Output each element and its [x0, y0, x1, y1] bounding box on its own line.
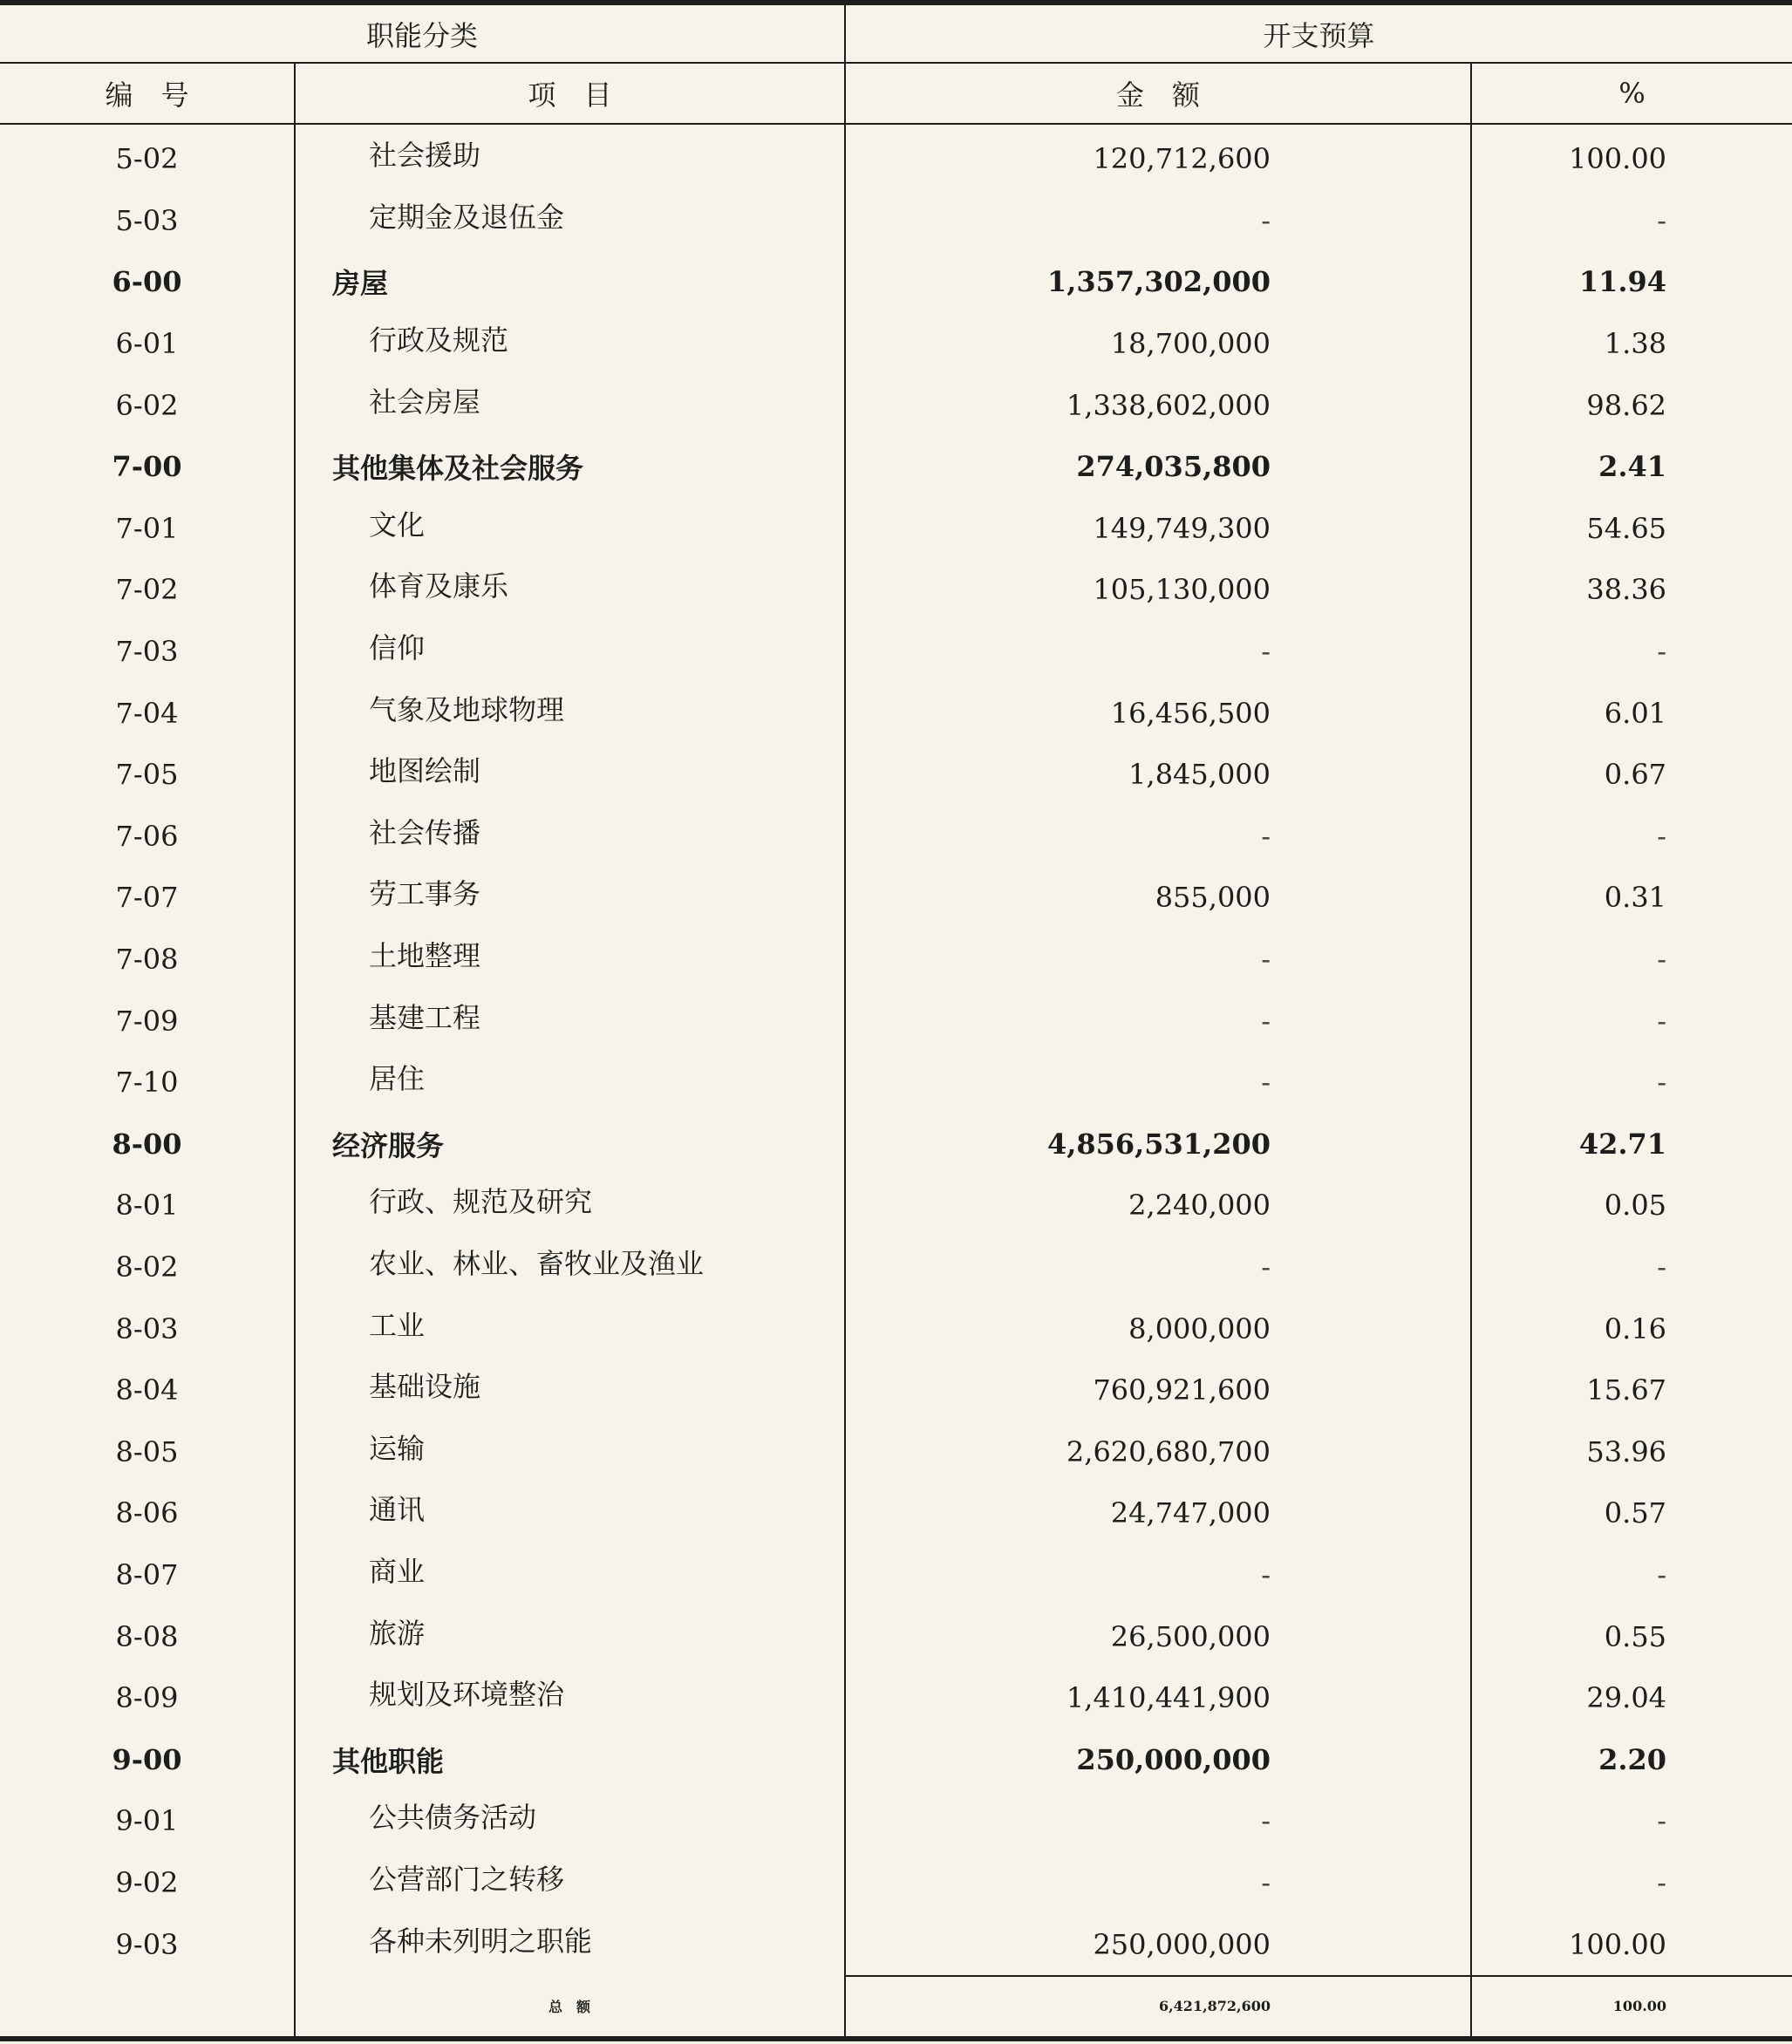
item-label: 土地整理 — [369, 939, 481, 973]
amount-cell: 8,000,000 — [845, 1298, 1471, 1359]
total-row — [0, 1976, 1792, 2039]
percent-cell: 0.57 — [1471, 1482, 1792, 1544]
table-row — [0, 1482, 1792, 1544]
table-row — [0, 124, 1792, 190]
item-cell — [295, 1913, 845, 1976]
code-cell: 6-01 — [115, 327, 179, 361]
table-row — [0, 1175, 1792, 1237]
item-cell — [295, 1667, 845, 1729]
amount-cell: - — [845, 990, 1471, 1052]
code-cell: 7-05 — [115, 758, 179, 792]
total-amount: 6,421,872,600 — [845, 1976, 1471, 2039]
amount-cell: - — [845, 1852, 1471, 1914]
percent-cell: 6.01 — [1471, 682, 1792, 744]
code-cell: 6-02 — [115, 388, 179, 422]
total-code-cell — [0, 1976, 295, 2039]
item-cell — [295, 1114, 845, 1175]
item-cell — [295, 498, 845, 560]
table-row — [0, 929, 1792, 991]
amount-cell: 149,749,300 — [845, 498, 1471, 560]
item-label: 行政、规范及研究 — [369, 1185, 593, 1219]
table-row — [0, 1913, 1792, 1976]
table-row — [0, 806, 1792, 868]
amount-cell: - — [845, 806, 1471, 868]
percent-cell: 53.96 — [1471, 1421, 1792, 1482]
code-cell: 7-03 — [115, 635, 179, 669]
item-cell — [295, 1175, 845, 1237]
code-cell: 7-06 — [115, 819, 179, 853]
item-label: 基础设施 — [369, 1370, 481, 1404]
amount-cell: 120,712,600 — [845, 124, 1471, 190]
table-row — [0, 1544, 1792, 1606]
category-row — [0, 1114, 1792, 1175]
percent-cell: 11.94 — [1471, 251, 1792, 313]
item-label: 文化 — [369, 508, 426, 542]
category-row — [0, 436, 1792, 498]
code-cell: 7-04 — [115, 696, 179, 730]
item-label: 公共债务活动 — [369, 1801, 537, 1835]
table-row — [0, 374, 1792, 436]
table-row — [0, 1237, 1792, 1298]
code-cell: 5-03 — [115, 203, 179, 237]
amount-cell: - — [845, 1790, 1471, 1852]
item-label: 通讯 — [369, 1493, 426, 1527]
table-row — [0, 1605, 1792, 1667]
item-cell — [295, 1298, 845, 1359]
percent-cell: 1.38 — [1471, 313, 1792, 375]
percent-cell: - — [1471, 806, 1792, 868]
item-label: 商业 — [369, 1554, 426, 1588]
percent-cell: 15.67 — [1471, 1359, 1792, 1421]
item-cell — [295, 313, 845, 375]
header-percent: % — [1471, 63, 1792, 124]
table-header — [0, 3, 1792, 124]
category-row — [0, 251, 1792, 313]
percent-cell: 42.71 — [1471, 1114, 1792, 1175]
percent-cell: 100.00 — [1471, 1913, 1792, 1976]
item-cell — [295, 621, 845, 683]
item-label: 其他职能 — [332, 1744, 445, 1778]
amount-cell: 274,035,800 — [845, 436, 1471, 498]
amount-cell: 24,747,000 — [845, 1482, 1471, 1544]
table-row — [0, 190, 1792, 252]
amount-cell: - — [845, 929, 1471, 991]
item-label: 定期金及退伍金 — [369, 200, 565, 234]
item-label: 基建工程 — [369, 1000, 481, 1034]
amount-cell: 1,338,602,000 — [845, 374, 1471, 436]
amount-cell: 18,700,000 — [845, 313, 1471, 375]
item-label: 劳工事务 — [369, 877, 481, 911]
item-label: 房屋 — [332, 267, 389, 301]
total-percent: 100.00 — [1471, 1976, 1792, 2039]
item-cell — [295, 251, 845, 313]
amount-cell: 250,000,000 — [845, 1728, 1471, 1790]
code-cell: 5-02 — [115, 142, 179, 176]
item-cell — [295, 436, 845, 498]
table-row — [0, 867, 1792, 929]
code-cell: 6-00 — [112, 265, 182, 299]
table-row — [0, 498, 1792, 560]
percent-cell: - — [1471, 1237, 1792, 1298]
item-label: 经济服务 — [332, 1128, 445, 1162]
header-expenditure-budget: 开支预算 — [845, 3, 1792, 63]
item-cell — [295, 1052, 845, 1114]
amount-cell: - — [845, 621, 1471, 683]
item-label: 各种未列明之职能 — [369, 1925, 593, 1959]
category-row — [0, 1728, 1792, 1790]
percent-cell: 0.05 — [1471, 1175, 1792, 1237]
table-row — [0, 682, 1792, 744]
item-label: 工业 — [369, 1308, 426, 1342]
item-cell — [295, 559, 845, 621]
item-cell — [295, 867, 845, 929]
item-cell — [295, 682, 845, 744]
code-cell: 7-07 — [115, 881, 179, 915]
percent-cell: 0.55 — [1471, 1605, 1792, 1667]
amount-cell: 250,000,000 — [845, 1913, 1471, 1976]
item-cell — [295, 1544, 845, 1606]
code-cell: 8-09 — [115, 1681, 179, 1715]
percent-cell: - — [1471, 621, 1792, 683]
table-row — [0, 1667, 1792, 1729]
item-cell — [295, 190, 845, 252]
code-cell: 8-00 — [112, 1127, 182, 1161]
item-cell — [295, 1421, 845, 1482]
percent-cell: - — [1471, 190, 1792, 252]
item-cell — [295, 990, 845, 1052]
table-row — [0, 1790, 1792, 1852]
table-row — [0, 1052, 1792, 1114]
percent-cell: 54.65 — [1471, 498, 1792, 560]
percent-cell: - — [1471, 929, 1792, 991]
code-cell: 7-08 — [115, 943, 179, 977]
code-cell: 8-03 — [115, 1312, 179, 1346]
item-label: 规划及环境整治 — [369, 1678, 565, 1712]
table-row — [0, 1852, 1792, 1914]
percent-cell: 0.67 — [1471, 744, 1792, 806]
header-column-row — [0, 63, 1792, 124]
item-label: 农业、林业、畜牧业及渔业 — [369, 1246, 705, 1280]
table-row — [0, 1298, 1792, 1359]
code-cell: 8-02 — [115, 1250, 179, 1284]
code-cell: 7-01 — [115, 511, 179, 545]
item-cell — [295, 374, 845, 436]
amount-cell: 1,845,000 — [845, 744, 1471, 806]
percent-cell: 2.41 — [1471, 436, 1792, 498]
amount-cell: 16,456,500 — [845, 682, 1471, 744]
percent-cell: 100.00 — [1471, 124, 1792, 190]
percent-cell: 98.62 — [1471, 374, 1792, 436]
code-cell: 7-00 — [112, 450, 182, 484]
code-cell: 8-06 — [115, 1496, 179, 1530]
table-row — [0, 313, 1792, 375]
code-cell: 9-03 — [115, 1928, 179, 1962]
code-cell: 8-07 — [115, 1557, 179, 1591]
item-cell — [295, 1237, 845, 1298]
item-cell — [295, 744, 845, 806]
code-cell: 9-00 — [112, 1742, 182, 1776]
amount-cell: - — [845, 190, 1471, 252]
table-row — [0, 744, 1792, 806]
percent-cell: - — [1471, 990, 1792, 1052]
item-label: 社会援助 — [369, 139, 481, 173]
amount-cell: 2,620,680,700 — [845, 1421, 1471, 1482]
amount-cell: - — [845, 1544, 1471, 1606]
percent-cell: - — [1471, 1052, 1792, 1114]
table-row — [0, 1421, 1792, 1482]
header-item: 项 目 — [295, 63, 845, 124]
amount-cell: - — [845, 1237, 1471, 1298]
total-label: 总 额 — [295, 1976, 845, 2039]
amount-cell: 26,500,000 — [845, 1605, 1471, 1667]
item-label: 运输 — [369, 1431, 426, 1465]
item-cell — [295, 1790, 845, 1852]
code-cell: 8-05 — [115, 1434, 179, 1468]
code-cell: 9-02 — [115, 1865, 179, 1899]
header-group-row — [0, 3, 1792, 63]
amount-cell: 2,240,000 — [845, 1175, 1471, 1237]
item-label: 体育及康乐 — [369, 569, 509, 603]
percent-cell: - — [1471, 1852, 1792, 1914]
item-label: 社会房屋 — [369, 385, 481, 419]
code-cell: 9-01 — [115, 1804, 179, 1838]
table-body — [0, 124, 1792, 1976]
item-cell — [295, 929, 845, 991]
code-cell: 7-10 — [115, 1066, 179, 1100]
item-label: 气象及地球物理 — [369, 692, 565, 726]
item-cell — [295, 1605, 845, 1667]
code-cell: 7-09 — [115, 1004, 179, 1038]
header-amount: 金 额 — [845, 63, 1471, 124]
item-cell — [295, 1852, 845, 1914]
item-cell — [295, 1359, 845, 1421]
item-label: 公营部门之转移 — [369, 1862, 565, 1896]
item-label: 居住 — [369, 1062, 426, 1096]
amount-cell: 4,856,531,200 — [845, 1114, 1471, 1175]
amount-cell: 760,921,600 — [845, 1359, 1471, 1421]
amount-cell: 1,357,302,000 — [845, 251, 1471, 313]
code-cell: 8-08 — [115, 1619, 179, 1653]
item-label: 社会传播 — [369, 815, 481, 849]
percent-cell: - — [1471, 1790, 1792, 1852]
amount-cell: - — [845, 1052, 1471, 1114]
header-code: 编 号 — [0, 63, 295, 124]
table-row — [0, 990, 1792, 1052]
percent-cell: 0.16 — [1471, 1298, 1792, 1359]
code-cell: 7-02 — [115, 573, 179, 607]
amount-cell: 105,130,000 — [845, 559, 1471, 621]
percent-cell: 29.04 — [1471, 1667, 1792, 1729]
percent-cell: 0.31 — [1471, 867, 1792, 929]
table-row — [0, 621, 1792, 683]
table-row — [0, 559, 1792, 621]
amount-cell: 1,410,441,900 — [845, 1667, 1471, 1729]
percent-cell: 38.36 — [1471, 559, 1792, 621]
item-label: 地图绘制 — [369, 754, 481, 788]
item-label: 其他集体及社会服务 — [332, 452, 584, 486]
item-cell — [295, 1728, 845, 1790]
item-label: 旅游 — [369, 1616, 426, 1650]
code-cell: 8-01 — [115, 1189, 179, 1223]
code-cell: 8-04 — [115, 1373, 179, 1407]
percent-cell: - — [1471, 1544, 1792, 1606]
header-functional-classification: 职能分类 — [0, 3, 845, 63]
item-label: 信仰 — [369, 631, 426, 665]
amount-cell: 855,000 — [845, 867, 1471, 929]
item-cell — [295, 124, 845, 190]
table-row — [0, 1359, 1792, 1421]
item-cell — [295, 806, 845, 868]
item-label: 行政及规范 — [369, 324, 509, 358]
percent-cell: 2.20 — [1471, 1728, 1792, 1790]
item-cell — [295, 1482, 845, 1544]
